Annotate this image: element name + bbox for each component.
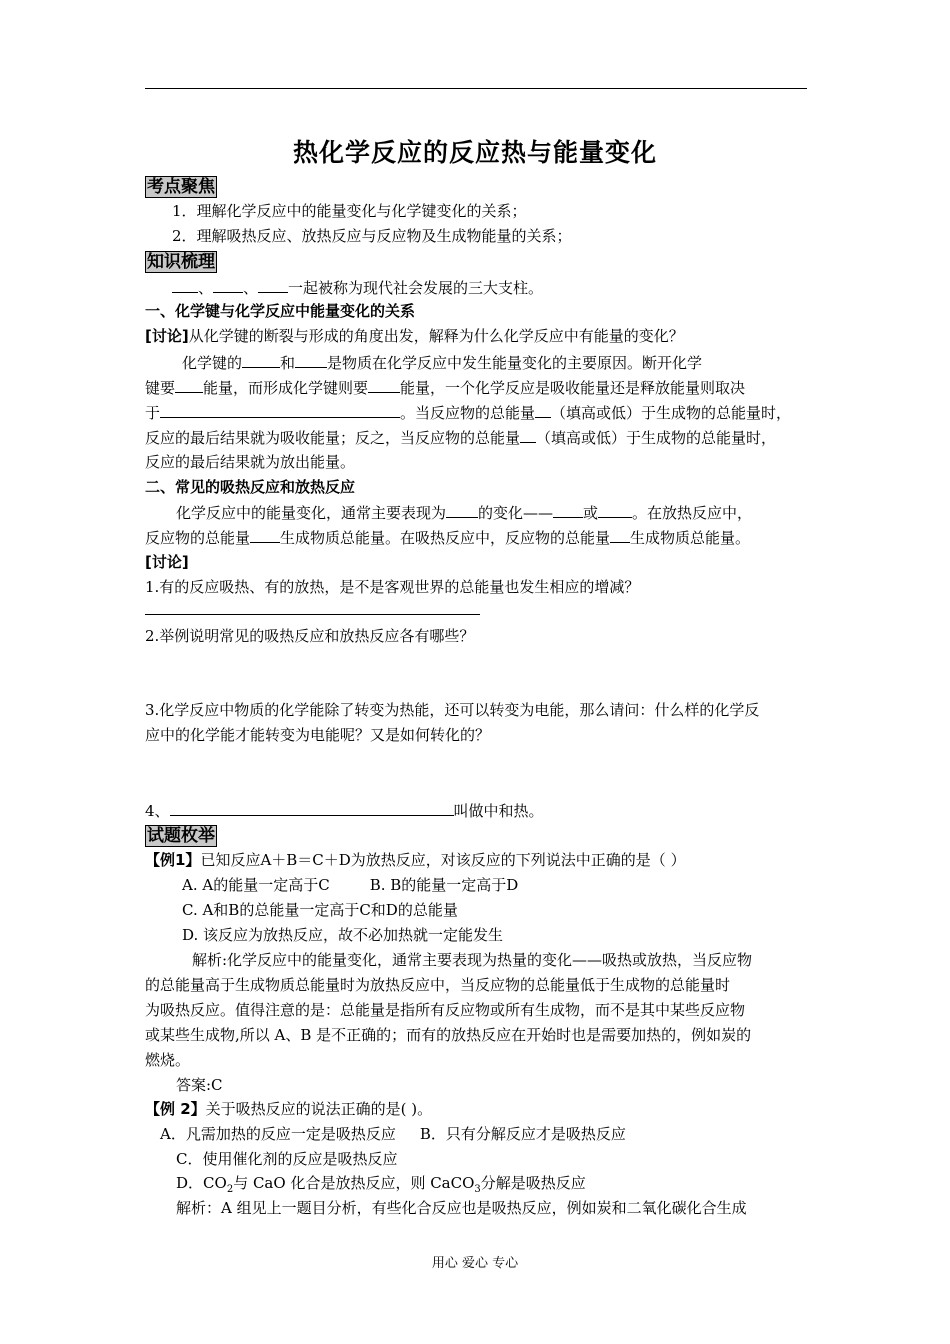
text: 生成物质总能量。在吸热反应中，反应物的总能量 [280,529,611,547]
blank [160,402,400,418]
text: 能量，一个化学反应是吸收能量还是释放能量则取决 [400,379,746,397]
text: 化学键的 [182,354,243,372]
option-a: A. A的能量一定高于C [182,876,330,894]
section-focus: 考点聚焦 [147,177,215,197]
discuss-tag: [讨论] [145,327,189,345]
text: 或 [583,504,599,522]
example-1-analysis-3: 为吸热反应。值得注意的是：总能量是指所有反应物或所有生成物，而不是其中某些反应物 [145,1001,746,1019]
discussion-q4 [145,800,815,821]
example-2-option-c: C．使用催化剂的反应是吸热反应 [176,1150,398,1168]
option-a: A．凡需加热的反应一定是吸热反应 [160,1125,396,1143]
text: （填高或低）于生成物的总能量时， [551,404,792,422]
para-line-1 [182,352,852,373]
para-line-3 [145,402,815,423]
text: 能量，而形成化学键则要 [203,379,369,397]
example-1-answer: 答案:C [176,1076,223,1094]
intro-line: 、 、 一起被称为现代社会发展的三大支柱。 [172,277,842,298]
blank [213,277,243,293]
example-text: 关于吸热反应的说法正确的是( )。 [205,1100,433,1118]
text: 键要 [145,379,176,397]
intro-text: 一起被称为现代社会发展的三大支柱。 [288,279,544,297]
blank [242,352,280,368]
text: 和 [280,354,296,372]
para2-line-2 [145,527,815,548]
example-1-analysis-2: 的总能量高于生成物质总能量时为放热反应中，当反应物的总能量低于生成物的总能量时 [145,976,731,994]
para-line-2 [145,377,815,398]
example-1-options-ab [182,875,852,895]
header-rule [145,88,807,89]
section-practice: 试题枚举 [147,826,215,846]
text: D．CO [176,1174,227,1192]
text: 是物质在化学反应中发生能量变化的主要原因。断开化学 [327,354,703,372]
example-1-option-d: D. 该反应为放热反应，故不必加热就一定能发生 [182,926,504,944]
para2-line-1 [176,502,846,523]
text: 叫做中和热。 [453,802,544,820]
blank [258,277,288,293]
focus-item-1: 1．理解化学反应中的能量变化与化学键变化的关系； [172,202,527,220]
heading-2: 二、常见的吸热反应和放热反应 [145,478,356,496]
subscript: 2 [226,1184,234,1195]
para-line-5: 反应的最后结果就为放出能量。 [145,453,356,471]
example-1-stem [145,850,815,870]
text: 与 CaO 化合是放热反应，则 CaCO [233,1174,475,1192]
text: 于 [145,404,161,422]
example-2-analysis: 解析：A 组见上一题目分析，有些化合反应也是吸热反应，例如炭和二氧化碳化合生成 [176,1199,747,1217]
text: 分解是吸热反应 [480,1174,586,1192]
blank [250,527,280,543]
example-1-option-c: C. A和B的总能量一定高于C和D的总能量 [182,901,458,919]
example-2-options-ab [160,1124,830,1144]
blank [535,402,551,418]
blank [170,800,454,816]
page-title: 热化学反应的反应热与能量变化 [292,138,657,167]
blank [520,427,536,443]
blank [610,527,630,543]
example-2-stem [145,1099,815,1119]
text: 的变化—— [478,504,554,522]
discussion-q3-line-2: 应中的化学能才能转变为电能呢？又是如何转化的？ [145,726,491,744]
text: 。当反应物的总能量 [400,404,536,422]
discuss-text: 从化学键的断裂与形成的角度出发，解释为什么化学反应中有能量的变化？ [188,327,684,345]
discussion-q3-line-1: 3.化学反应中物质的化学能除了转变为热能，还可以转变为电能，那么请问：什么样的化学反 [145,701,760,719]
example-tag: 【例 2】 [145,1100,206,1118]
text: 。在放热反应中， [632,504,753,522]
blank [295,352,327,368]
blank [598,502,632,518]
blank [368,377,400,393]
text: （填高或低）于生成物的总能量时， [536,429,777,447]
focus-item-2: 2．理解吸热反应、放热反应与反应物及生成物能量的关系； [172,227,572,245]
example-text: 已知反应A＋B＝C＋D为放热反应，对该反应的下列说法中正确的是（ ） [200,851,686,869]
blank [553,502,583,518]
discussion-q1: 1.有的反应吸热、有的放热，是不是客观世界的总能量也发生相应的增减？ [145,578,640,596]
text: 化学反应中的能量变化，通常主要表现为 [176,504,447,522]
example-tag: 【例1】 [145,851,201,869]
text: 4、 [145,802,170,820]
section-knowledge: 知识梳理 [147,252,215,272]
example-2-option-d [176,1173,846,1200]
example-1-analysis-5: 燃烧。 [145,1051,191,1069]
heading-1: 一、化学键与化学反应中能量变化的关系 [145,302,416,320]
option-b: B．只有分解反应才是吸热反应 [419,1125,626,1143]
blank [175,377,203,393]
option-b: B. B的能量一定高于D [369,876,519,894]
text: 反应物的总能量 [145,529,251,547]
blank [172,277,198,293]
para-line-4 [145,427,815,448]
example-1-analysis-4: 或某些生成物,所以 A、B 是不正确的；而有的放热反应在开始时也是需要加热的，例如炭的 [145,1026,752,1044]
text: 反应的最后结果就为吸收能量；反之，当反应物的总能量 [145,429,521,447]
text: 生成物质总能量。 [630,529,751,547]
discussion-1 [145,326,815,346]
answer-line [145,614,480,615]
example-1-analysis-1: 解析:化学反应中的能量变化，通常主要表现为热量的变化——吸热或放热，当反应物 [192,951,753,969]
discussion-q2: 2.举例说明常见的吸热反应和放热反应各有哪些？ [145,627,475,645]
discussion-2-tag: [讨论] [145,553,189,571]
page-footer: 用心 爱心 专心 [431,1256,519,1271]
subscript: 3 [474,1184,481,1195]
blank [446,502,478,518]
